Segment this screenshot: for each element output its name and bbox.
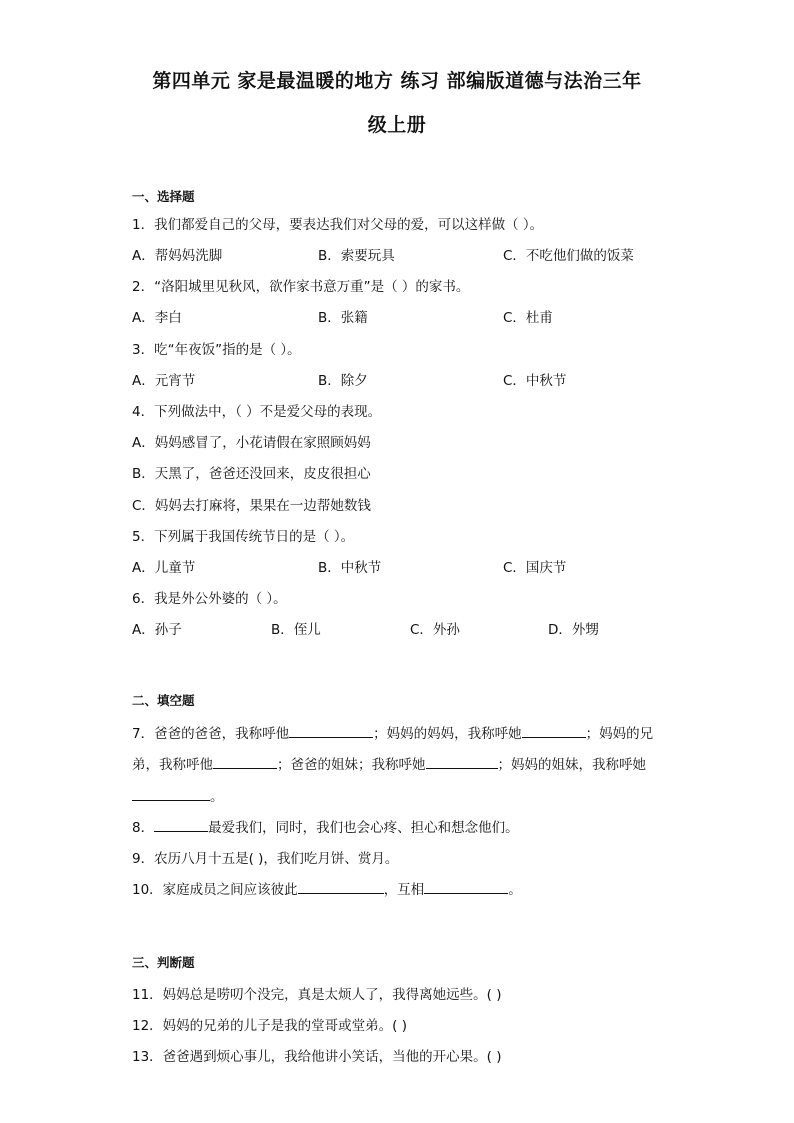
question-2-stem: 2．“洛阳城里见秋风，欲作家书意万重”是（ ）的家书。: [132, 279, 470, 295]
answer-blank[interactable]: [424, 879, 508, 894]
question-7-text-7: 。: [210, 789, 224, 805]
question-7-line3: [132, 785, 224, 805]
question-6-option-a: A．孙子: [132, 622, 182, 638]
question-12: 12．妈妈的兄弟的儿子是我的堂哥或堂弟。( ): [132, 1018, 408, 1034]
question-5-option-c: C．国庆节: [503, 560, 567, 576]
question-7-line1: [132, 722, 653, 742]
question-2-option-a: A．李白: [132, 310, 182, 326]
section-choice-heading: 一、选择题: [132, 189, 195, 204]
question-1-option-a: A．帮妈妈洗脚: [132, 248, 223, 264]
question-3-option-c: C．中秋节: [503, 373, 567, 389]
question-7-text-2: ；妈妈的妈妈，我称呼她: [373, 726, 522, 742]
answer-blank[interactable]: [298, 879, 384, 894]
question-2-option-b: B．张籍: [318, 310, 368, 326]
answer-blank[interactable]: [213, 754, 277, 769]
question-4-option-b: B．天黑了，爸爸还没回来，皮皮很担心: [132, 466, 371, 482]
question-13: 13．爸爸遇到烦心事儿，我给他讲小笑话，当他的开心果。( ): [132, 1049, 502, 1065]
question-8-text-2: 最爱我们，同时，我们也会心疼、担心和想念他们。: [208, 820, 519, 836]
question-3-stem: 3．吃“年夜饭”指的是（ ）。: [132, 342, 301, 358]
section-judge-heading: 三、判断题: [132, 955, 195, 970]
answer-blank[interactable]: [426, 754, 498, 769]
question-7-line2: [132, 753, 646, 773]
answer-blank[interactable]: [154, 817, 208, 832]
question-10: [132, 878, 522, 898]
question-3-option-b: B．除夕: [318, 373, 368, 389]
question-7-text-5: ；爸爸的姐妹；我称呼她: [277, 757, 426, 773]
page-title-line1: 第四单元 家是最温暖的地方 练习 部编版道德与法治三年: [152, 70, 642, 92]
answer-blank[interactable]: [522, 723, 586, 738]
question-5-option-a: A．儿童节: [132, 560, 196, 576]
question-10-text-1: 10．家庭成员之间应该彼此: [132, 882, 298, 898]
question-2-option-c: C．杜甫: [503, 310, 553, 326]
question-1-option-c: C．不吃他们做的饭菜: [503, 248, 634, 264]
question-6-stem: 6．我是外公外婆的（ ）。: [132, 591, 287, 607]
question-10-text-3: 。: [508, 882, 522, 898]
page-title-line2: 级上册: [367, 114, 427, 136]
question-7-text-3: ；妈妈的兄: [585, 726, 654, 742]
question-6-option-c: C．外孙: [410, 622, 460, 638]
question-1-stem: 1．我们都爱自己的父母，要表达我们对父母的爱，可以这样做（ ）。: [132, 217, 544, 233]
question-6-option-b: B．侄儿: [271, 622, 321, 638]
question-9: 9．农历八月十五是( )，我们吃月饼、赏月。: [132, 851, 399, 867]
question-10-text-2: ，互相: [383, 882, 425, 898]
question-7-text-1: 7．爸爸的爸爸，我称呼他: [132, 726, 290, 742]
question-4-option-a: A．妈妈感冒了，小花请假在家照顾妈妈: [132, 435, 371, 451]
question-3-option-a: A．元宵节: [132, 373, 196, 389]
question-1-option-b: B．索要玩具: [318, 248, 395, 264]
section-fill-heading: 二、填空题: [132, 693, 195, 708]
question-8: [132, 816, 519, 836]
question-4-stem: 4．下列做法中，（ ）不是爱父母的表现。: [132, 404, 382, 420]
question-6-option-d: D．外甥: [548, 622, 599, 638]
answer-blank[interactable]: [289, 723, 373, 738]
question-5-option-b: B．中秋节: [318, 560, 382, 576]
answer-blank[interactable]: [132, 786, 210, 801]
question-7-text-4: 弟，我称呼他: [132, 757, 213, 773]
question-7-text-6: ；妈妈的姐妹，我称呼她: [497, 757, 646, 773]
question-11: 11．妈妈总是唠叨个没完，真是太烦人了，我得离她远些。( ): [132, 987, 502, 1003]
question-4-option-c: C．妈妈去打麻将，果果在一边帮她数钱: [132, 498, 371, 514]
question-8-text-1: 8．: [132, 820, 155, 836]
question-5-stem: 5．下列属于我国传统节日的是（ ）。: [132, 529, 355, 545]
